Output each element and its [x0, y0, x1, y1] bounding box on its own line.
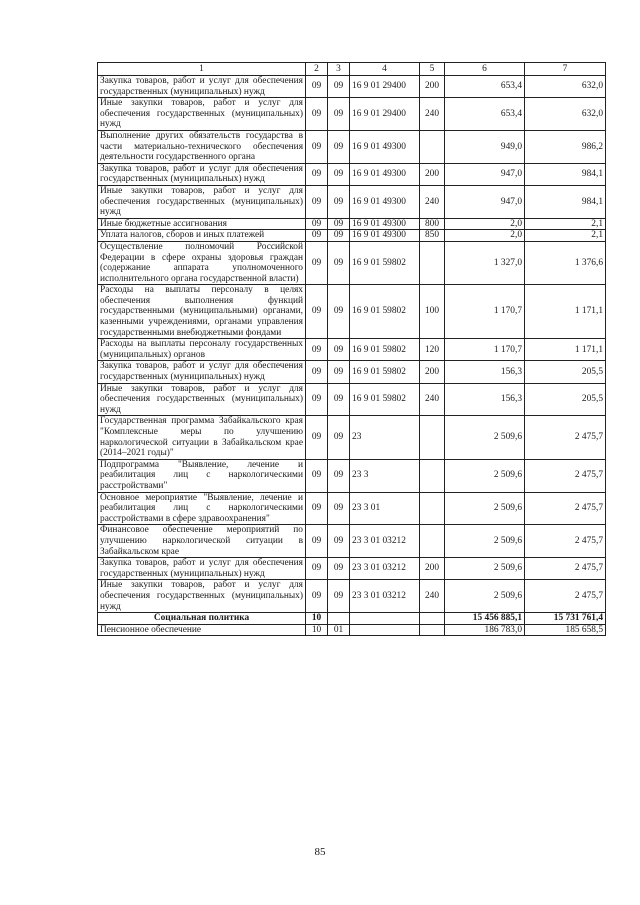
cell-expense-type [420, 525, 445, 558]
cell-target-code: 16 9 01 59802 [350, 285, 420, 339]
cell-expense-type: 200 [420, 76, 445, 98]
cell-name: Уплата налогов, сборов и иных платежей [98, 230, 306, 242]
cell-expense-type: 240 [420, 185, 445, 218]
cell-section: 09 [306, 383, 328, 416]
cell-expense-type [420, 130, 445, 163]
cell-subsection: 09 [328, 492, 350, 525]
cell-amount-year-2: 2,1 [525, 218, 606, 230]
cell-amount-year-1: 947,0 [445, 163, 525, 185]
table-row [98, 383, 606, 416]
cell-subsection: 09 [328, 230, 350, 242]
cell-expense-type: 240 [420, 383, 445, 416]
cell-section: 09 [306, 230, 328, 242]
page-number: 85 [314, 846, 326, 858]
cell-name: Иные закупки товаров, работ и услуг для обеспечения государственных (муниципальных) нужд [98, 580, 306, 613]
cell-section: 10 [306, 624, 328, 636]
cell-name: Основное мероприятие "Выявление, лечение и реабилитация лиц с наркологическими расстройствами в сфере здравоохранения" [98, 492, 306, 525]
cell-expense-type [420, 613, 445, 625]
cell-subsection: 09 [328, 76, 350, 98]
table-row [98, 285, 606, 339]
cell-target-code: 16 9 01 29400 [350, 98, 420, 131]
table-row [98, 230, 606, 242]
cell-amount-year-1: 653,4 [445, 98, 525, 131]
cell-expense-type: 850 [420, 230, 445, 242]
cell-section: 09 [306, 163, 328, 185]
cell-amount-year-1: 2 509,6 [445, 459, 525, 492]
cell-target-code: 16 9 01 59802 [350, 339, 420, 361]
cell-section: 09 [306, 580, 328, 613]
cell-target-code: 16 9 01 49300 [350, 163, 420, 185]
table-row [98, 558, 606, 580]
cell-subsection: 09 [328, 361, 350, 383]
cell-amount-year-2: 2 475,7 [525, 416, 606, 459]
cell-name: Иные бюджетные ассигнования [98, 218, 306, 230]
cell-target-code: 23 3 01 [350, 492, 420, 525]
cell-target-code: 23 [350, 416, 420, 459]
cell-amount-year-1: 1 170,7 [445, 339, 525, 361]
cell-amount-year-2: 185 658,5 [525, 624, 606, 636]
table-row [98, 416, 606, 459]
cell-subsection: 09 [328, 383, 350, 416]
cell-amount-year-1: 653,4 [445, 76, 525, 98]
cell-amount-year-2: 632,0 [525, 98, 606, 131]
cell-subsection: 09 [328, 163, 350, 185]
cell-amount-year-2: 984,1 [525, 163, 606, 185]
cell-amount-year-1: 2,0 [445, 230, 525, 242]
cell-amount-year-2: 986,2 [525, 130, 606, 163]
cell-section: 09 [306, 459, 328, 492]
cell-target-code: 16 9 01 49300 [350, 130, 420, 163]
table-body [98, 76, 606, 636]
budget-table [97, 62, 606, 636]
cell-amount-year-1: 2,0 [445, 218, 525, 230]
cell-amount-year-1: 2 509,6 [445, 416, 525, 459]
cell-amount-year-1: 156,3 [445, 383, 525, 416]
cell-subsection: 09 [328, 185, 350, 218]
cell-amount-year-2: 984,1 [525, 185, 606, 218]
document-page [97, 62, 605, 636]
cell-expense-type [420, 624, 445, 636]
cell-expense-type: 120 [420, 339, 445, 361]
cell-amount-year-1: 1 170,7 [445, 285, 525, 339]
cell-amount-year-1: 1 327,0 [445, 241, 525, 284]
cell-amount-year-2: 1 171,1 [525, 339, 606, 361]
cell-section: 10 [306, 613, 328, 625]
cell-subsection: 09 [328, 525, 350, 558]
cell-amount-year-1: 2 509,6 [445, 492, 525, 525]
cell-expense-type [420, 492, 445, 525]
table-row [98, 163, 606, 185]
cell-target-code: 16 9 01 49300 [350, 218, 420, 230]
cell-name: Финансовое обеспечение мероприятий по улучшению наркологической ситуации в Забайкальском крае [98, 525, 306, 558]
cell-target-code: 23 3 01 03212 [350, 525, 420, 558]
cell-subsection [328, 613, 350, 625]
cell-name: Расходы на выплаты персоналу в целях обеспечения выполнения функций государственными (муниципальными) органами, казенными учреждениями, органами управления государственными внебюджетными фондами [98, 285, 306, 339]
table-row [98, 130, 606, 163]
cell-expense-type: 240 [420, 580, 445, 613]
table-row [98, 580, 606, 613]
cell-name: Закупка товаров, работ и услуг для обеспечения государственных (муниципальных) нужд [98, 163, 306, 185]
cell-section: 09 [306, 185, 328, 218]
cell-subsection: 09 [328, 130, 350, 163]
table-row [98, 525, 606, 558]
cell-subsection: 09 [328, 241, 350, 284]
header-col-2: 2 [306, 63, 328, 76]
cell-subsection: 09 [328, 416, 350, 459]
table-row [98, 613, 606, 625]
cell-section: 09 [306, 130, 328, 163]
cell-amount-year-1: 947,0 [445, 185, 525, 218]
table-row [98, 361, 606, 383]
cell-name: Закупка товаров, работ и услуг для обеспечения государственных (муниципальных) нужд [98, 361, 306, 383]
cell-name: Иные закупки товаров, работ и услуг для обеспечения государственных (муниципальных) нужд [98, 98, 306, 131]
cell-section: 09 [306, 76, 328, 98]
table-row [98, 185, 606, 218]
cell-target-code: 16 9 01 49300 [350, 230, 420, 242]
cell-amount-year-1: 156,3 [445, 361, 525, 383]
cell-section: 09 [306, 98, 328, 131]
cell-amount-year-2: 1 376,6 [525, 241, 606, 284]
cell-name: Осуществление полномочий Российской Федерации в сфере охраны здоровья граждан (содержание аппарата уполномоченного исполнительного органа государственной власти) [98, 241, 306, 284]
cell-amount-year-2: 1 171,1 [525, 285, 606, 339]
cell-name: Социальная политика [98, 613, 306, 625]
cell-amount-year-1: 186 783,0 [445, 624, 525, 636]
cell-section: 09 [306, 285, 328, 339]
cell-amount-year-1: 2 509,6 [445, 580, 525, 613]
header-col-3: 3 [328, 63, 350, 76]
cell-target-code [350, 624, 420, 636]
table-row [98, 218, 606, 230]
cell-expense-type: 240 [420, 98, 445, 131]
cell-amount-year-2: 15 731 761,4 [525, 613, 606, 625]
cell-target-code: 16 9 01 59802 [350, 383, 420, 416]
cell-section: 09 [306, 525, 328, 558]
cell-name: Подпрограмма "Выявление, лечение и реабилитация лиц с наркологическими расстройствами" [98, 459, 306, 492]
cell-section: 09 [306, 416, 328, 459]
cell-target-code: 23 3 01 03212 [350, 580, 420, 613]
header-col-5: 5 [420, 63, 445, 76]
cell-target-code [350, 613, 420, 625]
cell-amount-year-2: 205,5 [525, 383, 606, 416]
cell-subsection: 09 [328, 98, 350, 131]
cell-expense-type: 200 [420, 558, 445, 580]
table-row [98, 241, 606, 284]
cell-target-code: 16 9 01 29400 [350, 76, 420, 98]
header-col-1: 1 [98, 63, 306, 76]
cell-subsection: 09 [328, 339, 350, 361]
cell-expense-type: 800 [420, 218, 445, 230]
table-row [98, 459, 606, 492]
cell-target-code: 23 3 [350, 459, 420, 492]
cell-name: Расходы на выплаты персоналу государственных (муниципальных) органов [98, 339, 306, 361]
cell-amount-year-1: 15 456 885,1 [445, 613, 525, 625]
cell-expense-type [420, 459, 445, 492]
cell-amount-year-2: 2 475,7 [525, 525, 606, 558]
cell-target-code: 16 9 01 59802 [350, 241, 420, 284]
table-row [98, 339, 606, 361]
cell-name: Закупка товаров, работ и услуг для обеспечения государственных (муниципальных) нужд [98, 76, 306, 98]
table-row [98, 76, 606, 98]
cell-expense-type: 100 [420, 285, 445, 339]
cell-amount-year-2: 2 475,7 [525, 580, 606, 613]
cell-amount-year-2: 2,1 [525, 230, 606, 242]
table-row [98, 624, 606, 636]
cell-section: 09 [306, 492, 328, 525]
cell-expense-type [420, 416, 445, 459]
cell-name: Выполнение других обязательств государства в части материально-технического обеспечения деятельности государственного органа [98, 130, 306, 163]
cell-subsection: 09 [328, 218, 350, 230]
cell-amount-year-2: 632,0 [525, 76, 606, 98]
cell-amount-year-1: 949,0 [445, 130, 525, 163]
table-row [98, 492, 606, 525]
cell-expense-type: 200 [420, 361, 445, 383]
header-col-7: 7 [525, 63, 606, 76]
cell-name: Пенсионное обеспечение [98, 624, 306, 636]
cell-subsection: 09 [328, 558, 350, 580]
table-header-row [98, 63, 606, 76]
cell-target-code: 16 9 01 59802 [350, 361, 420, 383]
cell-amount-year-2: 2 475,7 [525, 492, 606, 525]
cell-section: 09 [306, 558, 328, 580]
cell-name: Иные закупки товаров, работ и услуг для обеспечения государственных (муниципальных) нужд [98, 185, 306, 218]
cell-target-code: 23 3 01 03212 [350, 558, 420, 580]
cell-section: 09 [306, 218, 328, 230]
cell-section: 09 [306, 361, 328, 383]
header-col-4: 4 [350, 63, 420, 76]
table-row [98, 98, 606, 131]
cell-section: 09 [306, 339, 328, 361]
cell-amount-year-2: 2 475,7 [525, 459, 606, 492]
cell-name: Государственная программа Забайкальского края "Комплексные меры по улучшению наркологической ситуации в Забайкальском крае (2014–2021 годы)" [98, 416, 306, 459]
cell-subsection: 09 [328, 459, 350, 492]
header-col-6: 6 [445, 63, 525, 76]
cell-target-code: 16 9 01 49300 [350, 185, 420, 218]
cell-amount-year-1: 2 509,6 [445, 558, 525, 580]
cell-section: 09 [306, 241, 328, 284]
cell-name: Иные закупки товаров, работ и услуг для обеспечения государственных (муниципальных) нужд [98, 383, 306, 416]
cell-amount-year-2: 2 475,7 [525, 558, 606, 580]
cell-subsection: 09 [328, 285, 350, 339]
cell-subsection: 01 [328, 624, 350, 636]
cell-expense-type [420, 241, 445, 284]
cell-subsection: 09 [328, 580, 350, 613]
cell-expense-type: 200 [420, 163, 445, 185]
cell-amount-year-1: 2 509,6 [445, 525, 525, 558]
cell-amount-year-2: 205,5 [525, 361, 606, 383]
cell-name: Закупка товаров, работ и услуг для обеспечения государственных (муниципальных) нужд [98, 558, 306, 580]
